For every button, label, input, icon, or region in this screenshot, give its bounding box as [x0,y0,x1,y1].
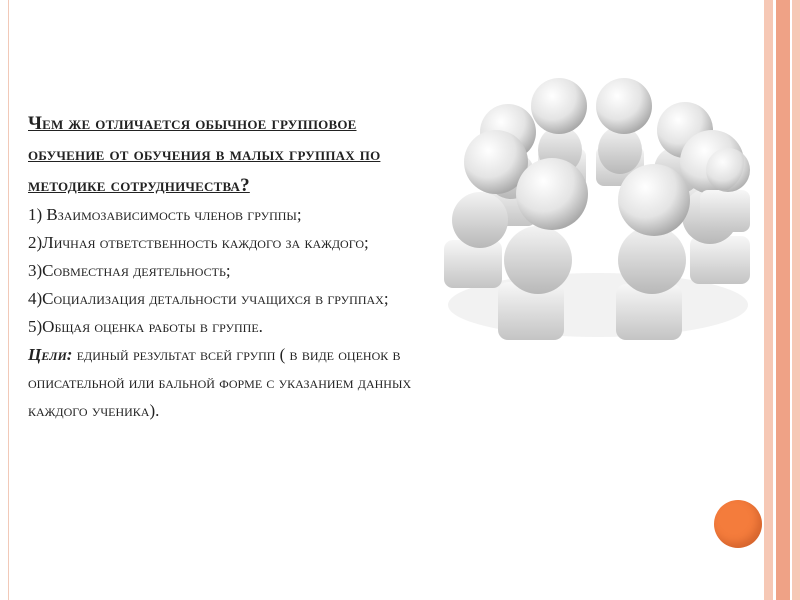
orange-circle-icon [714,500,762,548]
goal-paragraph [28,341,428,425]
slide-text [28,108,428,425]
figure-front-right [616,164,690,340]
list-item: 5)Общая оценка работы в группе. [28,317,263,336]
slide-title: Чем же отличается обычное групповое обучение от обучения в малых группах по методике сотрудничества? [28,113,381,196]
right-band-light-2 [792,0,800,600]
goal-text: единый результат всей групп ( в виде оценок в описательной или бальной форме с указанием данных каждого ученика). [28,345,412,420]
people-circle-illustration [438,70,758,360]
list-item: 4)Социализация детальности учащихся в группах; [28,289,389,308]
left-frame-line [0,0,9,600]
right-band-light [764,0,773,600]
right-band-dark [776,0,790,600]
list-item: 2)Личная ответственность каждого за каждого; [28,233,369,252]
goal-label: Цели: [28,345,73,364]
list-item: 1) Взаимозависимость членов группы; [28,205,302,224]
list-item: 3)Совместная деятельность; [28,261,231,280]
